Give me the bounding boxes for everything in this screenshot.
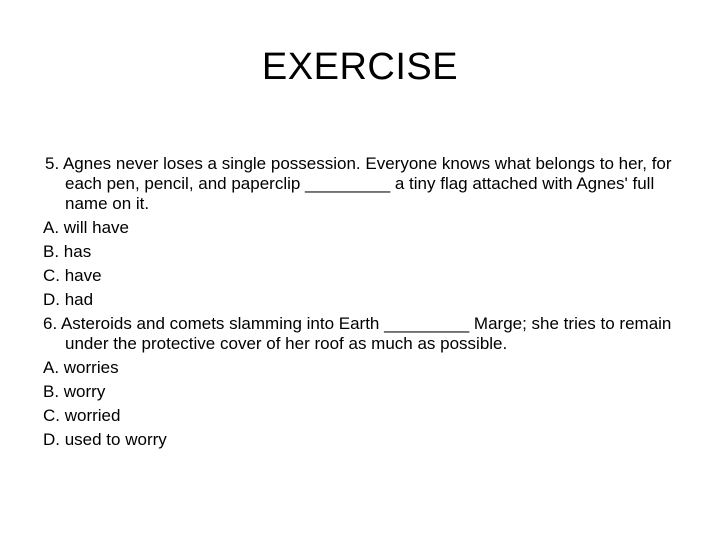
question-6-option-b: B. worry	[43, 382, 106, 401]
question-5-text: 5. Agnes never loses a single possession. Everyone knows what belongs to her, for each pen, pencil, and paperclip _________ a tiny flag attached with Agnes' full name on it.	[45, 154, 672, 213]
question-5-option-b: B. has	[43, 242, 92, 261]
slide-title: EXERCISE	[261, 46, 459, 88]
question-6-option-c: C. worried	[43, 406, 121, 425]
question-6-option-d: D. used to worry	[43, 430, 167, 449]
question-5-option-d: D. had	[43, 290, 94, 309]
question-6-option-a: A. worries	[43, 358, 119, 377]
question-6-text: 6. Asteroids and comets slamming into Earth _________ Marge; she tries to remain under the protective cover of her roof as much as possible.	[43, 314, 672, 353]
question-5-option-c: C. have	[43, 266, 102, 285]
question-5-option-a: A. will have	[43, 218, 129, 237]
exercise-content	[43, 152, 683, 452]
